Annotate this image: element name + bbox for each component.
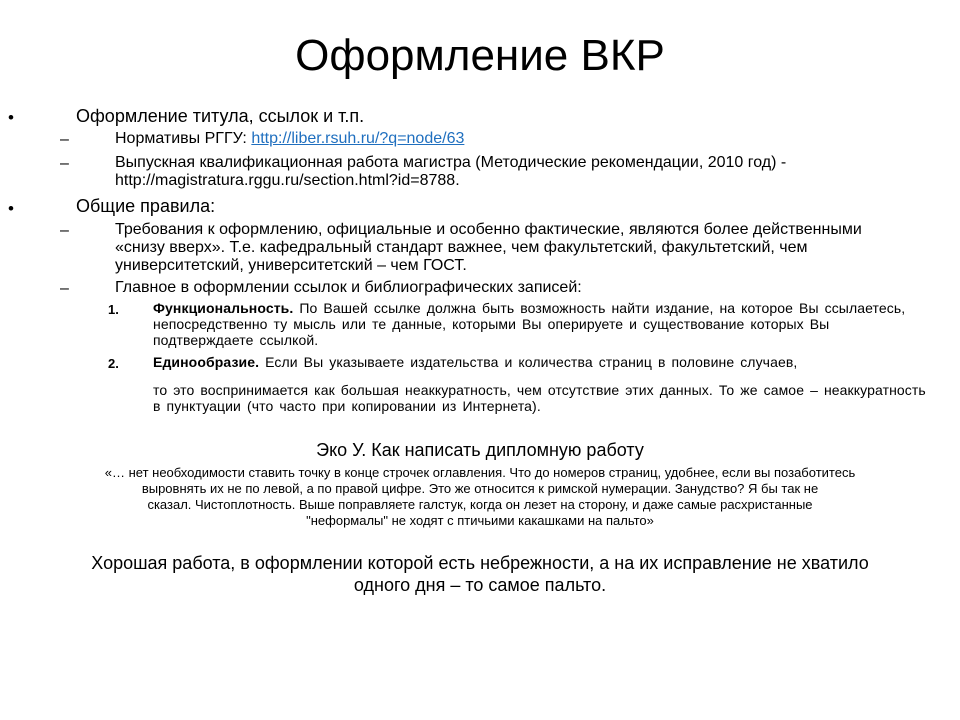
list-item	[153, 300, 923, 348]
list-text-continued: то это воспринимается как большая неаккуратность, чем отсутствие этих данных. То же самое – неаккуратность в пунктуации (что часто при копировании из Интернета).	[153, 382, 926, 414]
quote-line: "неформалы" не ходят с птичьими какашками на пальто»	[306, 513, 654, 528]
subitem-text: Требования к оформлению, официальные и особенно фактические, являются более действенными «снизу вверх». Т.е. кафедральный стандарт важнее, чем факультетский, факультетский, чем университетский, университетский – чем ГОСТ.	[115, 221, 862, 274]
bullet-marker: •	[8, 108, 14, 127]
dash-marker: –	[60, 222, 69, 239]
list-term: Единообразие.	[153, 354, 260, 370]
norms-link[interactable]: http://liber.rsuh.ru/?q=node/63	[251, 130, 465, 147]
subitem-norms	[115, 130, 464, 148]
quote-block	[0, 465, 960, 529]
quote-line: «… нет необходимости ставить точку в конце строчек оглавления. Что до номеров страниц, удобнее, если вы позаботитесь	[104, 465, 856, 480]
subitem-label: Нормативы РГГУ:	[115, 130, 247, 147]
list-item	[153, 354, 933, 370]
dash-marker: –	[60, 155, 69, 172]
conclusion	[0, 552, 960, 596]
conclusion-line: одного дня – то самое пальто.	[353, 575, 607, 595]
subitem-text: Главное в оформлении ссылок и библиографических записей:	[115, 279, 582, 296]
dash-marker: –	[60, 131, 69, 148]
conclusion-line: Хорошая работа, в оформлении которой есть небрежности, а на их исправление не хватило	[91, 553, 869, 573]
subitem-text: Выпускная квалификационная работа магистра (Методические рекомендации, 2010 год) - http://magistratura.rggu.ru/section.html?id=8788.	[115, 154, 787, 189]
bullet-marker: •	[8, 199, 14, 218]
list-number: 1.	[108, 302, 119, 317]
bullet-text: Оформление титула, ссылок и т.п.	[76, 106, 365, 126]
list-text: Если Вы указываете издательства и количества страниц в половине случаев,	[265, 354, 798, 370]
list-text: По Вашей ссылке должна быть возможность найти издание, на которое Вы ссылаетесь, непосредственно ту мысль или те данные, которыми Вы оперируете и существование которых Вы подтверждаете ссылкой.	[153, 300, 906, 348]
list-number: 2.	[108, 356, 119, 371]
quote-line: выровнять их не по левой, а по правой цифре. Это же относится к римской нумерации. Занудство? Я бы так не	[141, 481, 819, 496]
dash-marker: –	[60, 280, 69, 297]
reference-title: Эко У. Как написать дипломную работу	[316, 440, 644, 460]
quote-line: сказал. Чистоплотность. Выше поправляете галстук, когда он лезет на сторону, и даже самые расхристанные	[147, 497, 813, 512]
bullet-text: Общие правила:	[76, 196, 216, 216]
slide-title: Оформление ВКР	[295, 31, 665, 80]
list-term: Функциональность.	[153, 300, 294, 316]
